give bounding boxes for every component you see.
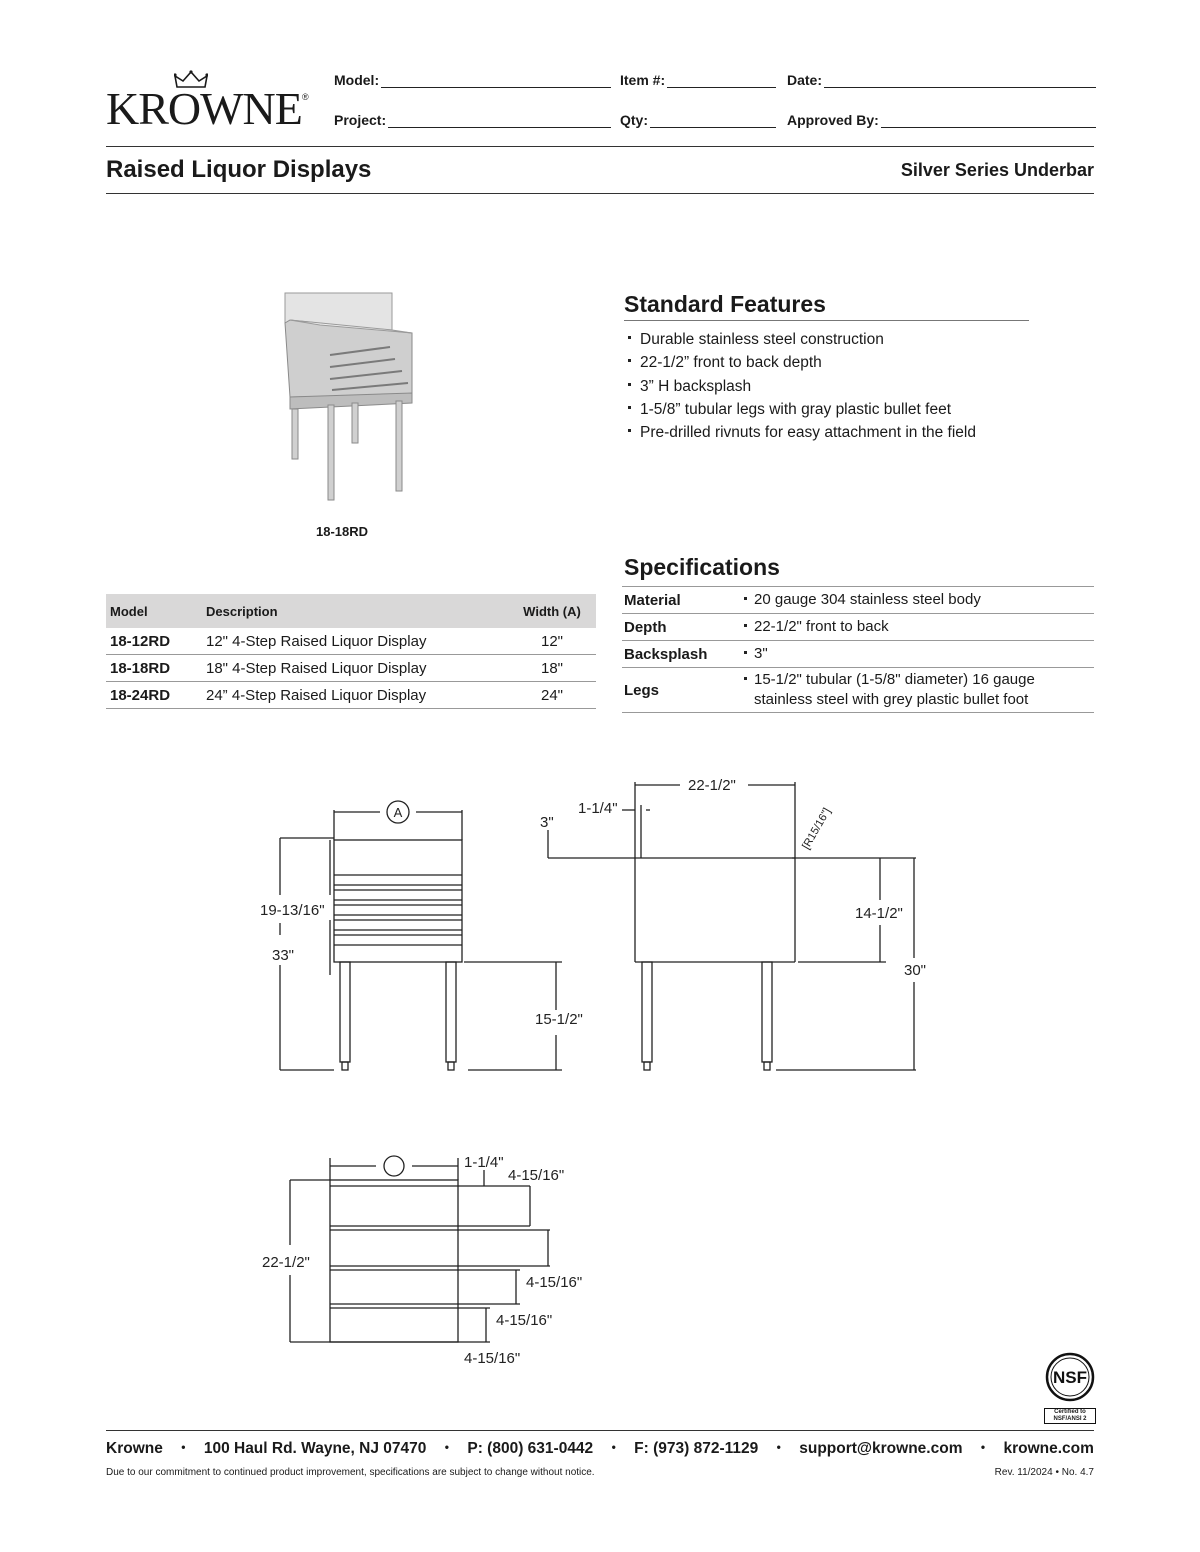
dimension-label: 33" [272,947,295,964]
features-list [626,328,976,444]
width-cell: 12" [508,628,596,655]
side-view-drawing [530,770,950,1080]
models-table [106,594,596,709]
specifications-table [622,586,1094,713]
footer-address: 100 Haul Rd. Wayne, NJ 07470 [203,1440,427,1457]
brand-wordmark: KROWNE [106,83,302,134]
width-marker: A [393,805,403,820]
table-row [106,628,596,655]
dimension-label: 4-15/16" [464,1350,521,1367]
product-caption: 18-18RD [316,524,369,539]
spec-label: Depth [622,614,736,641]
approved-by-label: Approved By: [787,112,879,128]
column-header: Description [202,594,508,628]
date-field[interactable] [787,72,1096,88]
spec-value: 20 gauge 304 stainless steel body [738,590,1092,610]
item-label: Item #: [620,72,666,88]
footer-company: Krowne [106,1440,163,1457]
separator: • [980,1440,986,1454]
column-header: Model [106,594,202,628]
footer-website-link[interactable]: krowne.com [1003,1440,1094,1457]
model-field[interactable] [334,72,611,88]
dimension-label: 14-1/2" [855,905,903,922]
dimension-label: 22-1/2" [688,777,736,794]
description-cell: 18" 4-Step Raised Liquor Display [202,655,508,682]
dimension-label: 3" [540,814,554,831]
qty-label: Qty: [620,112,648,128]
certification-line: NSF/ANSI 2 [1053,1416,1087,1422]
project-field[interactable] [334,112,611,128]
page-title: Raised Liquor Displays [106,156,372,183]
table-header-row [106,594,596,628]
model-cell: 18-24RD [106,682,202,709]
spec-row [622,587,1094,614]
features-heading: Standard Features [624,291,826,317]
table-row [106,655,596,682]
spec-value: 22-1/2" front to back [738,617,1092,637]
spec-label: Backsplash [622,641,736,668]
separator: • [1055,1467,1059,1478]
nsf-icon [1044,1352,1096,1402]
item-field[interactable] [620,72,776,88]
spec-row [622,641,1094,668]
width-cell: 24" [508,682,596,709]
feature-item: Durable stainless steel construction [626,328,976,351]
project-label: Project: [334,112,387,128]
header-divider [106,146,1094,147]
dimension-label: [R15/16"] [800,806,834,852]
certification-line: Certified to [1054,1409,1086,1415]
feature-item: 22-1/2” front to back depth [626,351,976,374]
spec-label: Material [622,587,736,614]
description-cell: 24” 4-Step Raised Liquor Display [202,682,508,709]
document-number: No. 4.7 [1061,1467,1094,1478]
separator: • [776,1440,781,1454]
dimension-label: 1-1/4" [578,800,618,817]
revision-info [995,1467,1094,1478]
feature-item: Pre-drilled rivnuts for easy attachment in the field [626,421,976,444]
footer-phone: P: (800) 631-0442 [467,1440,594,1457]
width-cell: 18" [508,655,596,682]
separator: • [181,1440,186,1454]
revision: Rev. 11/2024 [994,1467,1053,1478]
top-view-drawing [260,1150,600,1375]
model-cell: 18-12RD [106,628,202,655]
dimension-label: 15-1/2" [535,1011,583,1028]
registered-mark: ® [302,92,309,102]
description-cell: 12" 4-Step Raised Liquor Display [202,628,508,655]
dimension-label: 19-13/16" [260,902,325,919]
brand-logo [106,68,311,134]
approved-by-field[interactable] [787,112,1096,128]
title-divider [106,193,1094,194]
model-cell: 18-18RD [106,655,202,682]
spec-value: 3" [738,644,1092,664]
date-label: Date: [787,72,823,88]
spec-row [622,614,1094,641]
nsf-certification [1044,1352,1096,1420]
column-header: Width (A) [508,594,596,628]
footer-contact [106,1440,1094,1458]
model-label: Model: [334,72,380,88]
spec-value: 15-1/2" tubular (1-5/8" diameter) 16 gauge stainless steel with grey plastic bullet foot [738,670,1092,710]
features-divider [624,320,1029,321]
dimension-label: 1-1/4" [464,1154,504,1171]
specifications-heading: Specifications [624,554,780,580]
table-row [106,682,596,709]
dimension-label: 4-15/16" [508,1167,565,1184]
dimension-label: 4-15/16" [526,1274,583,1291]
disclaimer: Due to our commitment to continued product improvement, specifications are subject to change without notice. [106,1467,595,1478]
footer-fax: F: (973) 872-1129 [634,1440,759,1457]
separator: • [611,1440,616,1454]
series-name: Silver Series Underbar [900,160,1094,180]
spec-label: Legs [622,668,736,713]
footer-email-link[interactable]: support@krowne.com [799,1440,963,1457]
dimension-label: 30" [904,962,927,979]
qty-field[interactable] [620,112,776,128]
spec-row [622,668,1094,713]
footer-divider [106,1430,1094,1431]
separator: • [444,1440,449,1454]
feature-item: 3” H backsplash [626,375,976,398]
product-image [270,285,420,510]
dimension-label: 22-1/2" [262,1254,310,1271]
nsf-mark: NSF [1053,1368,1087,1387]
feature-item: 1-5/8” tubular legs with gray plastic bullet feet [626,398,976,421]
dimension-label: 4-15/16" [496,1312,553,1329]
